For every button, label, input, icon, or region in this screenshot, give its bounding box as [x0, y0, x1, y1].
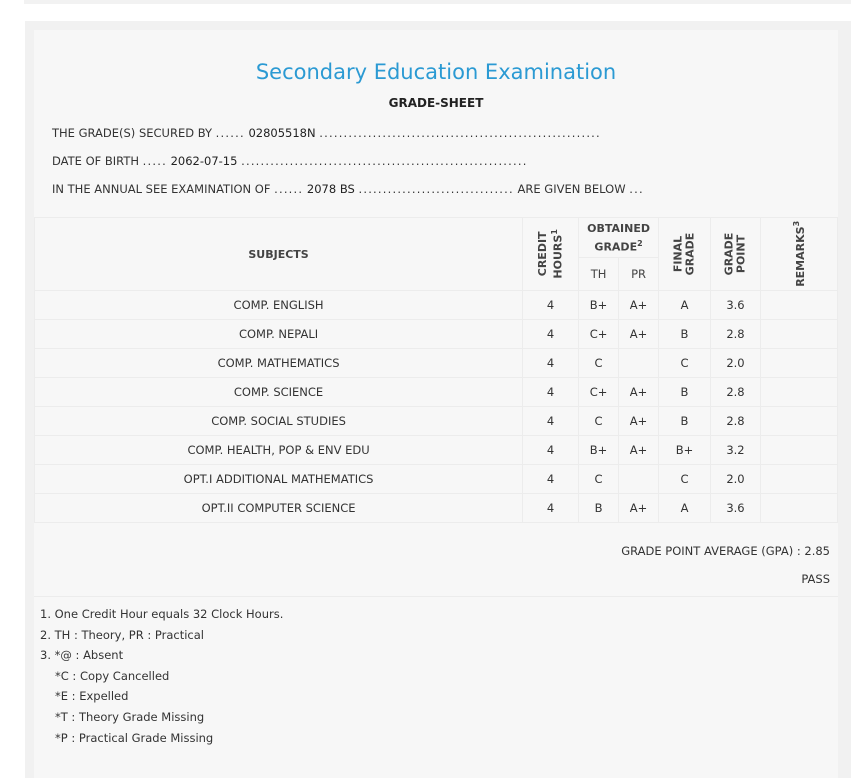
credit-cell: 4 — [523, 320, 579, 349]
table-row — [35, 378, 838, 407]
exam-title: Secondary Education Examination — [255, 60, 617, 84]
obtained-header-line2: GRADE — [594, 240, 638, 254]
grade-point-cell: 2.8 — [710, 407, 760, 436]
subject-cell: COMP. ENGLISH — [35, 291, 523, 320]
dots: ........................................................... — [241, 154, 528, 168]
table-row — [35, 465, 838, 494]
subject-cell: COMP. SOCIAL STUDIES — [35, 407, 523, 436]
subject-cell: COMP. MATHEMATICS — [35, 349, 523, 378]
final-grade-cell: C — [659, 349, 711, 378]
grade-point-header — [710, 218, 760, 291]
th-grade-cell: B+ — [579, 291, 619, 320]
subject-cell: OPT.I ADDITIONAL MATHEMATICS — [35, 465, 523, 494]
footnote-item: 1. One Credit Hour equals 32 Clock Hours. — [40, 607, 284, 621]
footnotes — [40, 604, 283, 748]
credit-header-line1: CREDIT — [535, 231, 549, 277]
dob-label: DATE OF BIRTH — [52, 154, 140, 168]
table-row — [35, 291, 838, 320]
divider — [34, 596, 838, 597]
footnote-item: *P : Practical Grade Missing — [55, 730, 214, 745]
gp-header-line2: POINT — [734, 234, 748, 274]
credit-header-line2: HOURS — [551, 234, 565, 279]
dots: .......................................................... — [319, 126, 601, 140]
final-grade-cell: B — [659, 378, 711, 407]
dob-line — [52, 154, 528, 168]
remarks-header-text: REMARKS — [793, 226, 807, 287]
remarks-header — [760, 218, 837, 291]
th-grade-cell: C — [579, 407, 619, 436]
final-grade-cell: A — [659, 494, 711, 523]
final-grade-header — [659, 218, 711, 291]
remarks-cell — [760, 349, 837, 378]
grade-point-cell: 3.6 — [710, 291, 760, 320]
symbol-number: 02805518N — [248, 126, 316, 140]
credit-cell: 4 — [523, 494, 579, 523]
grade-point-cell: 3.6 — [710, 494, 760, 523]
table-row — [35, 494, 838, 523]
th-grade-cell: B+ — [579, 436, 619, 465]
top-strip — [24, 0, 851, 4]
final-header-line2: GRADE — [683, 232, 697, 276]
pr-grade-cell: A+ — [619, 436, 659, 465]
footnote-item: *C : Copy Cancelled — [55, 668, 170, 683]
given-below-label: ARE GIVEN BELOW — [517, 182, 626, 196]
exam-line — [52, 182, 644, 196]
result-status: PASS — [801, 572, 830, 586]
final-grade-cell: C — [659, 465, 711, 494]
pr-grade-cell: A+ — [619, 407, 659, 436]
credit-hours-header — [523, 218, 579, 291]
dots: ...... — [215, 126, 245, 140]
grade-point-cell: 2.0 — [710, 465, 760, 494]
secured-by-label: THE GRADE(S) SECURED BY — [52, 126, 213, 140]
grade-point-cell: 2.0 — [710, 349, 760, 378]
pr-header: PR — [619, 258, 659, 291]
pr-grade-cell: A+ — [619, 378, 659, 407]
gpa-summary: GRADE POINT AVERAGE (GPA) : 2.85 — [621, 544, 830, 558]
secured-by-line — [52, 126, 601, 140]
table-row — [35, 436, 838, 465]
footnote-item: 2. TH : Theory, PR : Practical — [40, 627, 204, 642]
credit-cell: 4 — [523, 378, 579, 407]
remarks-cell — [760, 407, 837, 436]
th-grade-cell: C+ — [579, 378, 619, 407]
pr-grade-cell — [619, 465, 659, 494]
credit-cell: 4 — [523, 349, 579, 378]
grade-sheet-panel — [34, 30, 838, 778]
remarks-footnote-ref: 3 — [792, 221, 802, 227]
final-grade-cell: B — [659, 407, 711, 436]
subjects-header: SUBJECTS — [35, 218, 523, 291]
final-header-line1: FINAL — [671, 235, 685, 273]
grade-point-cell: 2.8 — [710, 378, 760, 407]
gp-header-line1: GRADE — [722, 232, 736, 276]
grade-sheet-heading: GRADE-SHEET — [388, 96, 484, 110]
grade-point-cell: 3.2 — [710, 436, 760, 465]
grades-table — [34, 217, 838, 523]
remarks-cell — [760, 436, 837, 465]
exam-year: 2078 BS — [306, 182, 355, 196]
final-grade-cell: A — [659, 291, 711, 320]
dots: ... — [629, 182, 644, 196]
grade-sheet-card — [25, 21, 851, 778]
remarks-cell — [760, 291, 837, 320]
obtained-header-line1: OBTAINED — [587, 221, 650, 235]
pr-grade-cell: A+ — [619, 291, 659, 320]
footnote-item: *E : Expelled — [55, 689, 129, 704]
subject-cell: COMP. HEALTH, POP & ENV EDU — [35, 436, 523, 465]
subject-cell: OPT.II COMPUTER SCIENCE — [35, 494, 523, 523]
credit-cell: 4 — [523, 436, 579, 465]
subject-cell: COMP. SCIENCE — [35, 378, 523, 407]
credit-cell: 4 — [523, 407, 579, 436]
credit-footnote-ref: 1 — [549, 229, 559, 235]
obtained-footnote-ref: 2 — [637, 238, 643, 248]
pr-grade-cell: A+ — [619, 494, 659, 523]
pr-grade-cell: A+ — [619, 320, 659, 349]
credit-cell: 4 — [523, 465, 579, 494]
remarks-cell — [760, 320, 837, 349]
grade-point-cell: 2.8 — [710, 320, 760, 349]
th-grade-cell: B — [579, 494, 619, 523]
final-grade-cell: B — [659, 320, 711, 349]
dots: ..... — [142, 154, 167, 168]
th-grade-cell: C — [579, 465, 619, 494]
th-header: TH — [579, 258, 619, 291]
dots: ...... — [274, 182, 304, 196]
credit-cell: 4 — [523, 291, 579, 320]
table-row — [35, 320, 838, 349]
exam-label: IN THE ANNUAL SEE EXAMINATION OF — [52, 182, 271, 196]
footnote-item: *T : Theory Grade Missing — [55, 709, 205, 724]
remarks-cell — [760, 494, 837, 523]
obtained-grade-header — [579, 218, 659, 258]
table-row — [35, 407, 838, 436]
footnote-item: 3. *@ : Absent — [40, 648, 124, 663]
remarks-cell — [760, 378, 837, 407]
th-grade-cell: C+ — [579, 320, 619, 349]
th-grade-cell: C — [579, 349, 619, 378]
table-row — [35, 349, 838, 378]
remarks-cell — [760, 465, 837, 494]
dob-value: 2062-07-15 — [170, 154, 238, 168]
pr-grade-cell — [619, 349, 659, 378]
final-grade-cell: B+ — [659, 436, 711, 465]
subject-cell: COMP. NEPALI — [35, 320, 523, 349]
dots: ................................ — [358, 182, 514, 196]
